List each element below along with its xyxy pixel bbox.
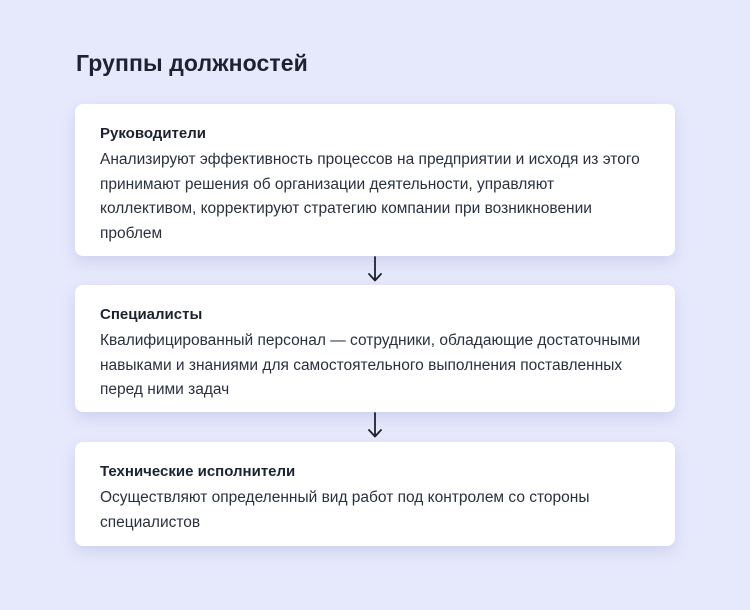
arrow-down-icon — [366, 412, 384, 440]
group-title: Специалисты — [100, 306, 203, 323]
group-card-managers — [75, 104, 675, 256]
group-card-specialists — [75, 285, 675, 412]
page-title: Группы должностей — [76, 50, 308, 76]
group-description: Квалифицированный персонал — сотрудники, обладающие достаточными навыками и знаниями для самостоятельного выполнения поставленных перед ними задач — [100, 332, 641, 398]
group-description: Анализируют эффективность процессов на предприятии и исходя из этого принимают решения об организации деятельности, управляют коллективом, корректируют стратегию компании при возникновении проблем — [100, 151, 640, 242]
group-description: Осуществляют определенный вид работ под контролем со стороны специалистов — [100, 489, 590, 531]
group-title: Технические исполнители — [100, 463, 296, 480]
group-title: Руководители — [100, 125, 206, 142]
group-card-technical-staff — [75, 442, 675, 546]
arrow-down-icon — [366, 256, 384, 284]
